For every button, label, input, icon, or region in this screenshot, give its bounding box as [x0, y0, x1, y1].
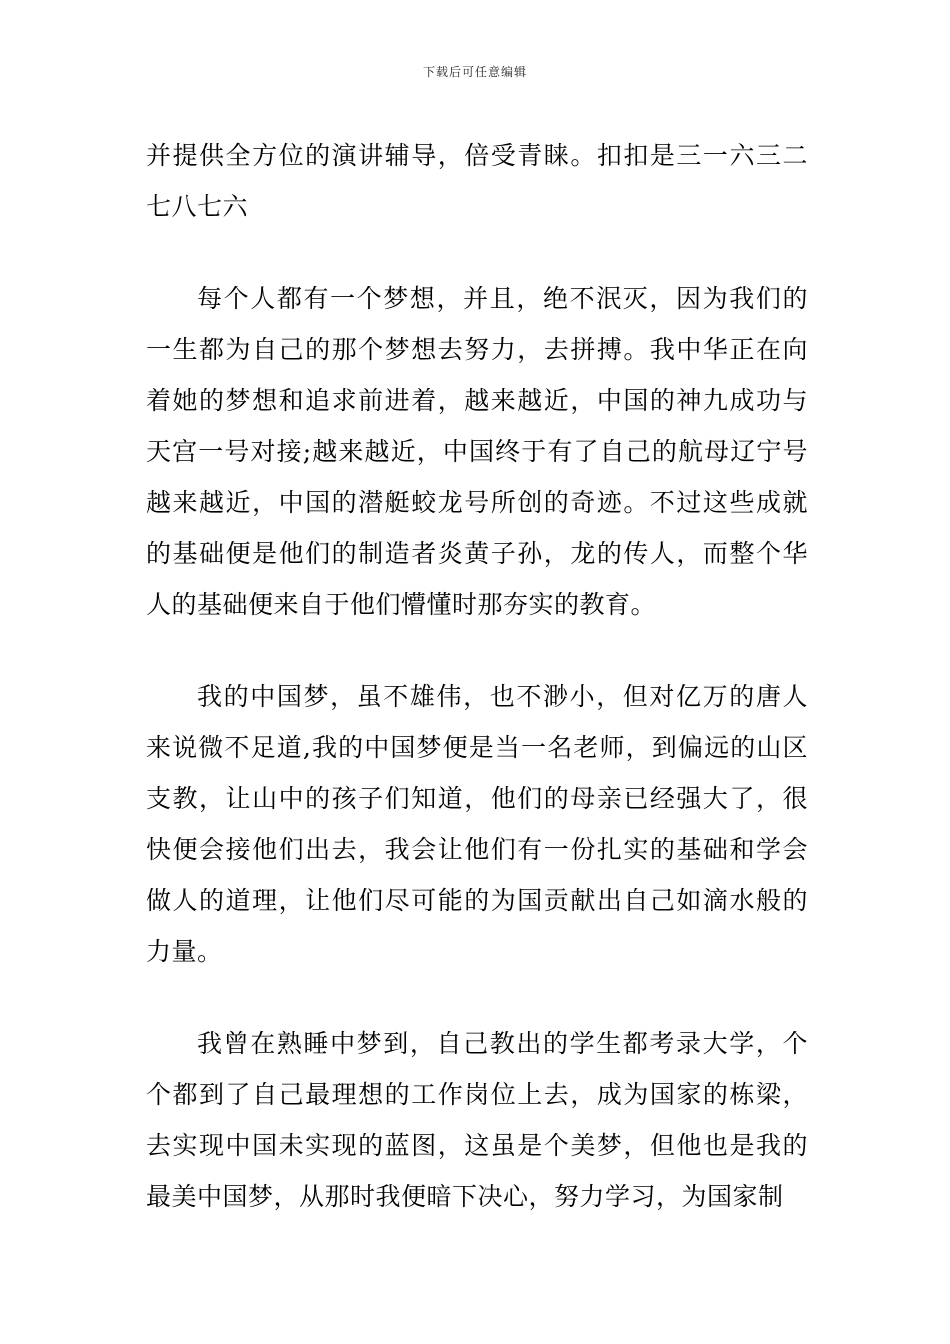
page-header: 下载后可任意编辑	[422, 65, 527, 79]
paragraph-gap	[146, 630, 808, 671]
paragraph-gap	[146, 977, 808, 1018]
paragraph-3: 我的中国梦，虽不雄伟，也不渺小，但对亿万的唐人来说微不足道,我的中国梦便是当一名老师，到偏远的山区支教，让山中的孩子们知道，他们的母亲已经强大了，很快便会接他们出去，我会让他们有一份扎实的基础和学会做人的道理，让他们尽可能的为国贡献出自己如滴水般的力量。	[146, 682, 808, 966]
paragraph-4: 我曾在熟睡中梦到，自己教出的学生都考录大学，个个都到了自己最理想的工作岗位上去，成为国家的栋梁，去实现中国未实现的蓝图，这虽是个美梦，但他也是我的最美中国梦，从那时我便暗下决心，努力学习，为国家制	[146, 1029, 808, 1211]
paragraph-gap	[146, 232, 808, 273]
paragraph-1: 并提供全方位的演讲辅导，倍受青睐。扣扣是三一六三二七八七六	[146, 141, 808, 221]
paragraph-2: 每个人都有一个梦想，并且，绝不泯灭，因为我们的一生都为自己的那个梦想去努力，去拼搏。我中华正在向着她的梦想和追求前进着，越来越近，中国的神九成功与天宫一号对接;越来越近，中国终于有了自己的航母辽宁号越来越近，中国的潜艇蛟龙号所创的奇迹。不过这些成就的基础便是他们的制造者炎黄子孙，龙的传人，而整个华人的基础便来自于他们懵懂时那夯实的教育。	[146, 284, 808, 619]
document-body	[146, 130, 808, 1222]
